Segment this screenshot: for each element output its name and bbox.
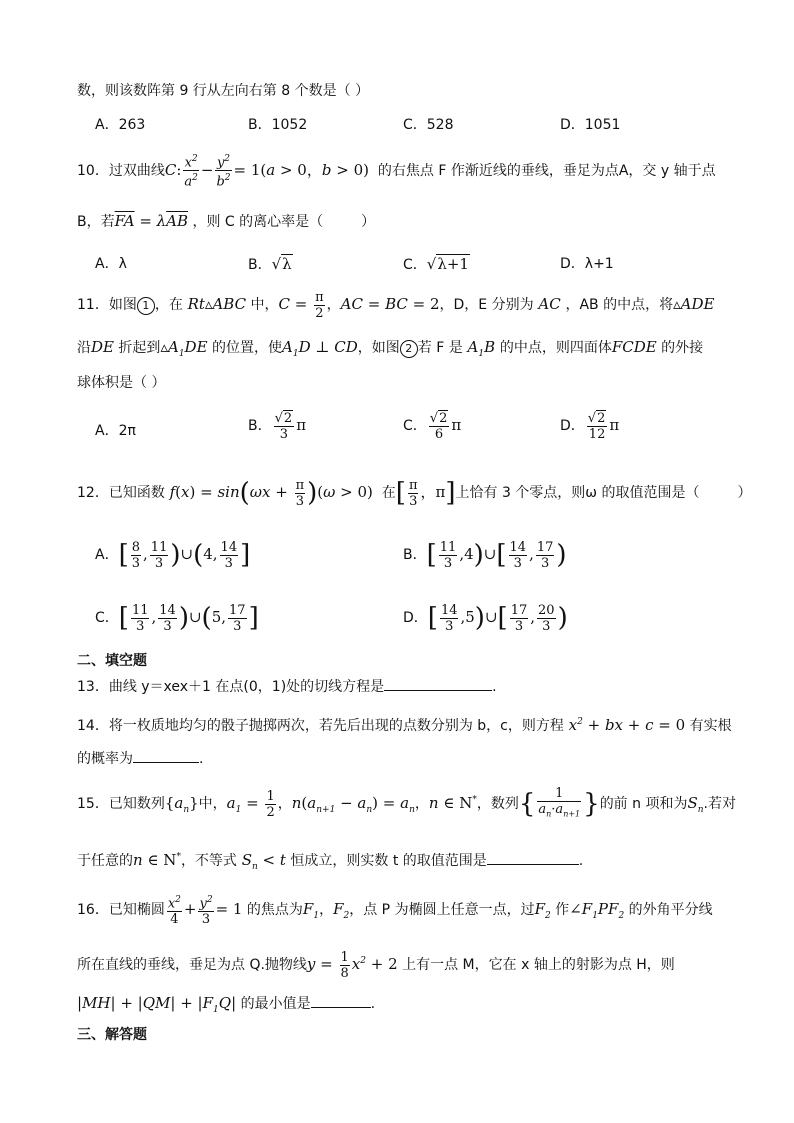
q13-stem: 13．曲线 y＝xex＋1 在点(0，1)处的切线方程是 . <box>77 676 497 696</box>
section-heading-fill-in: 二、填空题 <box>77 653 147 669</box>
q15-stem-line1: 15．已知数列$\{a_n\}$中，$a_1$ = $\frac{1}{2}$ ，$n(a_{n+1} - a_n) = a_n$，n ∈ N*，数列{ $\frac{1}{a_n\cdot a_{n+1}}$ }的前 n 项和为$S_n$.若对 <box>77 786 736 820</box>
q11-option-c[interactable]: C． $\frac{√2}{6}$ π <box>403 410 462 442</box>
q11-option-a[interactable]: A．2π <box>95 423 136 439</box>
q11-stem-line2: 沿DE 折起到$▵A_1DE$ 的位置，使$A_1D$ ⊥ CD，如图 2 若 F 是 $A_1B$ 的中点，则四面体FCDE 的外接 <box>77 338 704 359</box>
q14-stem-line2: 的概率为 . <box>77 748 203 768</box>
q11-option-d[interactable]: D． $\frac{√2}{12}$ π <box>560 410 620 442</box>
q10-option-b[interactable]: B．√λ <box>248 255 292 273</box>
q16-stem-line3: $|MH| + |QM| + |F_1Q|$ 的最小值是 . <box>77 994 376 1015</box>
q10-option-d[interactable]: D．λ+1 <box>560 256 614 272</box>
q15-stem-line2: 于任意的n ∈ N*，不等式 $S_n < t$ 恒成立，则实数 t 的取值范围是 . <box>77 851 584 872</box>
q9-option-b[interactable]: B．1052 <box>248 117 308 133</box>
q12-option-a[interactable]: A．[ $\frac{8}{3}$ , $\frac{11}{3}$ )∪(4, $\frac{14}{3}$ ] <box>95 539 251 571</box>
section-heading-solutions: 三、解答题 <box>77 1027 147 1043</box>
q11-option-b[interactable]: B． $\frac{√2}{3}$ π <box>248 410 307 442</box>
q11-stem-line1: 11．如图 1 ，在 Rt▵ABC 中，C = $\frac{\pi}{2}$ ，AC = BC = 2，D，E 分别为 AC ，AB 的中点，将▵ADE <box>77 289 715 321</box>
q14-answer-blank[interactable] <box>133 748 199 763</box>
q10-option-c[interactable]: C．√λ+1 <box>403 255 469 273</box>
q13-answer-blank[interactable] <box>384 676 492 691</box>
q12-option-b[interactable]: B．[ $\frac{11}{3}$ ,4)∪[ $\frac{14}{3}$ , $\frac{17}{3}$ ) <box>403 539 567 571</box>
q10-stem-line2: B，若$\overline{FA} = \lambda\overline{AB}$ ，则 C 的离心率是（ ） <box>77 212 376 230</box>
q16-answer-blank[interactable] <box>311 993 371 1008</box>
q16-stem-line1: 16．已知椭圆 $\frac{x^2}{4}$ + $\frac{y^2}{3}$ = 1 的焦点为$F_1$，$F_2$，点 P 为椭圆上任意一点，过$F_2$ 作$\angle F_1PF_2$ 的外角平分线 <box>77 894 713 928</box>
q15-answer-blank[interactable] <box>487 850 579 865</box>
q9-option-d[interactable]: D．1051 <box>560 117 621 133</box>
q14-stem-line1: 14．将一枚质地均匀的骰子抛掷两次，若先后出现的点数分别为 b，c，则方程 $x^2$ + bx + c = 0 有实根 <box>77 716 732 734</box>
q11-stem-line3: 球体积是（ ） <box>77 375 166 391</box>
q9-option-a[interactable]: A．263 <box>95 117 146 133</box>
q9-stem: 数，则该数阵第 9 行从左向右第 8 个数是（ ） <box>77 83 370 99</box>
q10-stem-line1: 10．过双曲线C: $\frac{x^2}{a^2}$ − $\frac{y^2}{b^2}$ = 1(a > 0，b > 0) 的右焦点 F 作渐近线的垂线，垂足为点A，交 y 轴于点 <box>77 154 716 190</box>
q12-stem: 12．已知函数 f(x) = sin(ωx + $\frac{\pi}{3}$ )(ω > 0) 在[ $\frac{\pi}{3}$ ，π]上恰有 3 个零点，则ω 的取值范围是（ ） <box>77 477 752 509</box>
q12-option-c[interactable]: C．[ $\frac{11}{3}$ , $\frac{14}{3}$ )∪(5, $\frac{17}{3}$ ] <box>95 602 259 634</box>
q10-option-a[interactable]: A．λ <box>95 256 127 272</box>
q12-option-d[interactable]: D．[ $\frac{14}{3}$ ,5)∪[ $\frac{17}{3}$ , $\frac{20}{3}$ ) <box>403 602 568 634</box>
q9-option-c[interactable]: C．528 <box>403 117 454 133</box>
q16-stem-line2: 所在直线的垂线，垂足为点 Q.抛物线y = $\frac{1}{8}$ $x^2 + 2$ 上有一点 M，它在 x 轴上的射影为点 H，则 <box>77 949 675 981</box>
